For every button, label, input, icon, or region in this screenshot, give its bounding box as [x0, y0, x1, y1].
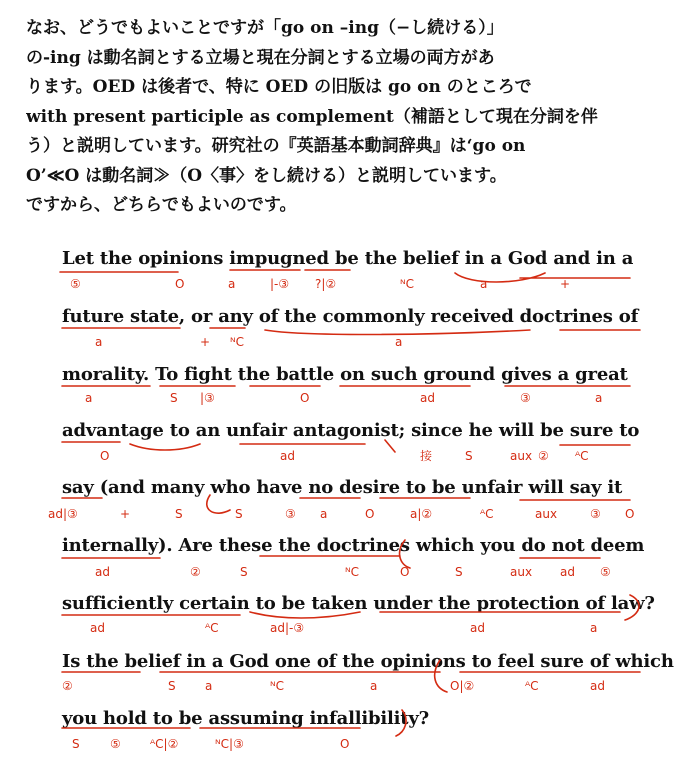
annotation-mark: O: [175, 277, 185, 291]
annotation-mark: O: [625, 507, 635, 521]
annotation-mark: ᴬC: [525, 679, 539, 693]
annotation-mark: a: [395, 335, 403, 349]
annotation-mark: ᴺC: [345, 565, 360, 579]
annotation-mark: aux: [535, 507, 558, 521]
annotation-mark: ad: [280, 449, 295, 463]
underline-strokes: [62, 328, 640, 335]
annotation-mark: ad: [420, 391, 435, 405]
annotation-mark: a: [480, 277, 488, 291]
annotation-mark: S: [168, 679, 176, 693]
annotation-mark: S: [240, 565, 248, 579]
passage-line: advantage to an unfair antagonist; since he will be sure to: [62, 420, 640, 441]
annotation-mark: ad: [95, 565, 110, 579]
passage-line: internally). Are these the doctrines which you do not deem: [62, 535, 645, 556]
commentary-line: with present participle as complement（補語として現在分詞を伴: [26, 106, 598, 127]
annotation-mark: S: [455, 565, 463, 579]
annotation-mark: O: [400, 565, 410, 579]
underline-strokes: [60, 270, 630, 282]
annotation-mark: ᴺC: [230, 335, 245, 349]
annotation-mark: O: [100, 449, 110, 463]
annotation-mark: a: [590, 621, 598, 635]
passage-line: morality. To fight the battle on such ground gives a great: [62, 364, 628, 385]
underline-strokes: [62, 440, 630, 452]
annotation-mark: ᴬC: [205, 621, 219, 635]
annotation-mark: ad|-③: [270, 621, 305, 635]
annotation-mark: +: [560, 277, 571, 291]
annotation-mark: ad: [470, 621, 485, 635]
passage-line: sufficiently certain to be taken under the protection of law?: [62, 593, 655, 614]
annotation-mark: ad: [90, 621, 105, 635]
annotation-mark: ②: [62, 679, 73, 693]
annotation-mark: S: [235, 507, 243, 521]
annotation-mark: a: [85, 391, 93, 405]
annotation-mark: a: [370, 679, 378, 693]
annotation-mark: ᴬC|②: [150, 737, 179, 751]
annotation-mark: ⑤: [600, 565, 611, 579]
annotation-mark: ᴬC: [575, 449, 589, 463]
annotation-mark: |③: [200, 391, 215, 405]
annotation-mark: a: [595, 391, 603, 405]
annotation-mark: S: [465, 449, 473, 463]
commentary-line: う）と説明しています。研究社の『英語基本動詞辞典』は‘go on: [26, 136, 526, 156]
annotation-mark: ③: [590, 507, 601, 521]
annotation-mark: ③: [285, 507, 296, 521]
annotation-mark: O: [365, 507, 375, 521]
annotation-mark: ᴺC|③: [215, 737, 244, 751]
annotation-mark: 接: [420, 449, 433, 463]
passage-line: say (and many who have no desire to be unfair will say it: [62, 477, 623, 498]
annotation-mark: S: [170, 391, 178, 405]
annotation-mark: ad: [590, 679, 605, 693]
annotation-mark: ᴺC: [400, 277, 415, 291]
commentary-line: ります。OED は後者で、特に OED の旧版は go on のところで: [26, 77, 532, 97]
annotation-mark: O: [300, 391, 310, 405]
annotation-mark: aux: [510, 449, 533, 463]
annotation-mark: +: [120, 507, 131, 521]
annotation-mark: a: [320, 507, 328, 521]
annotation-mark: ᴺC: [270, 679, 285, 693]
annotation-mark: O: [340, 737, 350, 751]
commentary-line: ですから、どちらでもよいのです。: [26, 195, 297, 215]
annotation-mark: a|②: [410, 507, 433, 521]
commentary-line: の-ing は動名詞とする立場と現在分詞とする立場の両方があ: [26, 47, 495, 68]
annotation-mark: ⑤: [70, 277, 81, 291]
annotation-mark: a: [228, 277, 236, 291]
commentary-line: O’≪O は動名詞≫（O〈事〉をし続ける）と説明しています。: [26, 165, 507, 186]
annotation-mark: aux: [510, 565, 533, 579]
commentary-paragraph: [26, 14, 652, 221]
annotation-mark: ad: [560, 565, 575, 579]
commentary-line: なお、どうでもよいことですが「go on –ing（−し続ける）」: [26, 18, 504, 38]
passage-line: you hold to be assuming infallibility?: [62, 708, 429, 729]
annotation-mark: +: [200, 335, 211, 349]
annotation-mark: ?|②: [315, 277, 337, 291]
annotation-mark: ③: [520, 391, 531, 405]
passage-line: Let the opinions impugned be the belief in a God and in a: [62, 248, 634, 269]
annotation-mark: a: [95, 335, 103, 349]
annotation-mark: ⑤: [110, 737, 121, 751]
annotation-mark: ᴬC: [480, 507, 494, 521]
annotation-mark: ②: [190, 565, 201, 579]
passage-line: future state, or any of the commonly received doctrines of: [62, 306, 639, 327]
annotation-mark: ②: [538, 449, 549, 463]
annotation-mark: a: [205, 679, 213, 693]
annotation-mark: S: [72, 737, 80, 751]
annotation-mark: |-③: [270, 277, 290, 291]
annotation-mark: O|②: [450, 679, 475, 693]
passage-line: Is the belief in a God one of the opinions to feel sure of which: [62, 651, 674, 672]
annotation-mark: ad|③: [48, 507, 78, 521]
annotation-mark: S: [175, 507, 183, 521]
